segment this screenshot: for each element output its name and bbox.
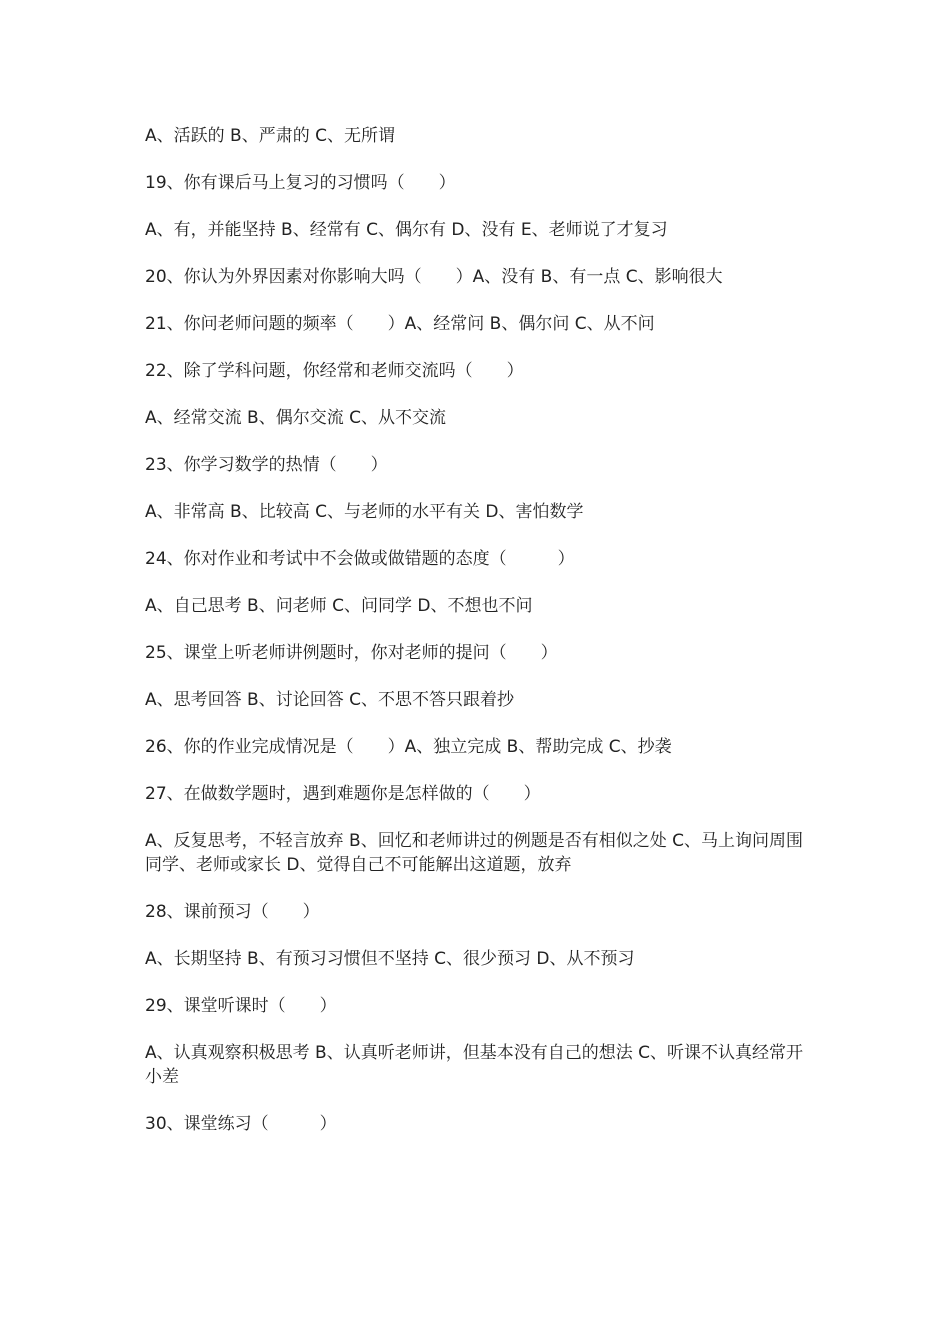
option-line-q24: A、自己思考 B、问老师 C、问同学 D、不想也不问 <box>145 596 533 616</box>
document-body <box>145 124 815 1159</box>
option-line-q22: A、经常交流 B、偶尔交流 C、从不交流 <box>145 408 446 428</box>
question-23: 23、你学习数学的热情（ ） <box>145 455 388 475</box>
question-28: 28、课前预习（ ） <box>145 902 320 922</box>
question-26: 26、你的作业完成情况是（ ）A、独立完成 B、帮助完成 C、抄袭 <box>145 737 672 757</box>
question-30: 30、课堂练习（ ） <box>145 1114 337 1134</box>
option-line-q28: A、长期坚持 B、有预习习惯但不坚持 C、很少预习 D、从不预习 <box>145 949 635 969</box>
option-line-q27: A、反复思考，不轻言放弃 B、回忆和老师讲过的例题是否有相似之处 C、马上询问周围同学、老师或家长 D、觉得自己不可能解出这道题，放弃 <box>145 831 803 875</box>
question-20: 20、你认为外界因素对你影响大吗（ ）A、没有 B、有一点 C、影响很大 <box>145 267 723 287</box>
question-21: 21、你问老师问题的频率（ ）A、经常问 B、偶尔问 C、从不问 <box>145 314 655 334</box>
option-line-q23: A、非常高 B、比较高 C、与老师的水平有关 D、害怕数学 <box>145 502 584 522</box>
question-22: 22、除了学科问题，你经常和老师交流吗（ ） <box>145 361 524 381</box>
question-25: 25、课堂上听老师讲例题时，你对老师的提问（ ） <box>145 643 558 663</box>
question-24: 24、你对作业和考试中不会做或做错题的态度（ ） <box>145 549 575 569</box>
question-29: 29、课堂听课时（ ） <box>145 996 337 1016</box>
option-line-q25: A、思考回答 B、讨论回答 C、不思不答只跟着抄 <box>145 690 514 710</box>
question-19: 19、你有课后马上复习的习惯吗（ ） <box>145 173 456 193</box>
option-line-q18: A、活跃的 B、严肃的 C、无所谓 <box>145 126 395 146</box>
option-line-q29: A、认真观察积极思考 B、认真听老师讲，但基本没有自己的想法 C、听课不认真经常开小差 <box>145 1043 803 1087</box>
option-line-q19: A、有，并能坚持 B、经常有 C、偶尔有 D、没有 E、老师说了才复习 <box>145 220 668 240</box>
question-27: 27、在做数学题时，遇到难题你是怎样做的（ ） <box>145 784 541 804</box>
